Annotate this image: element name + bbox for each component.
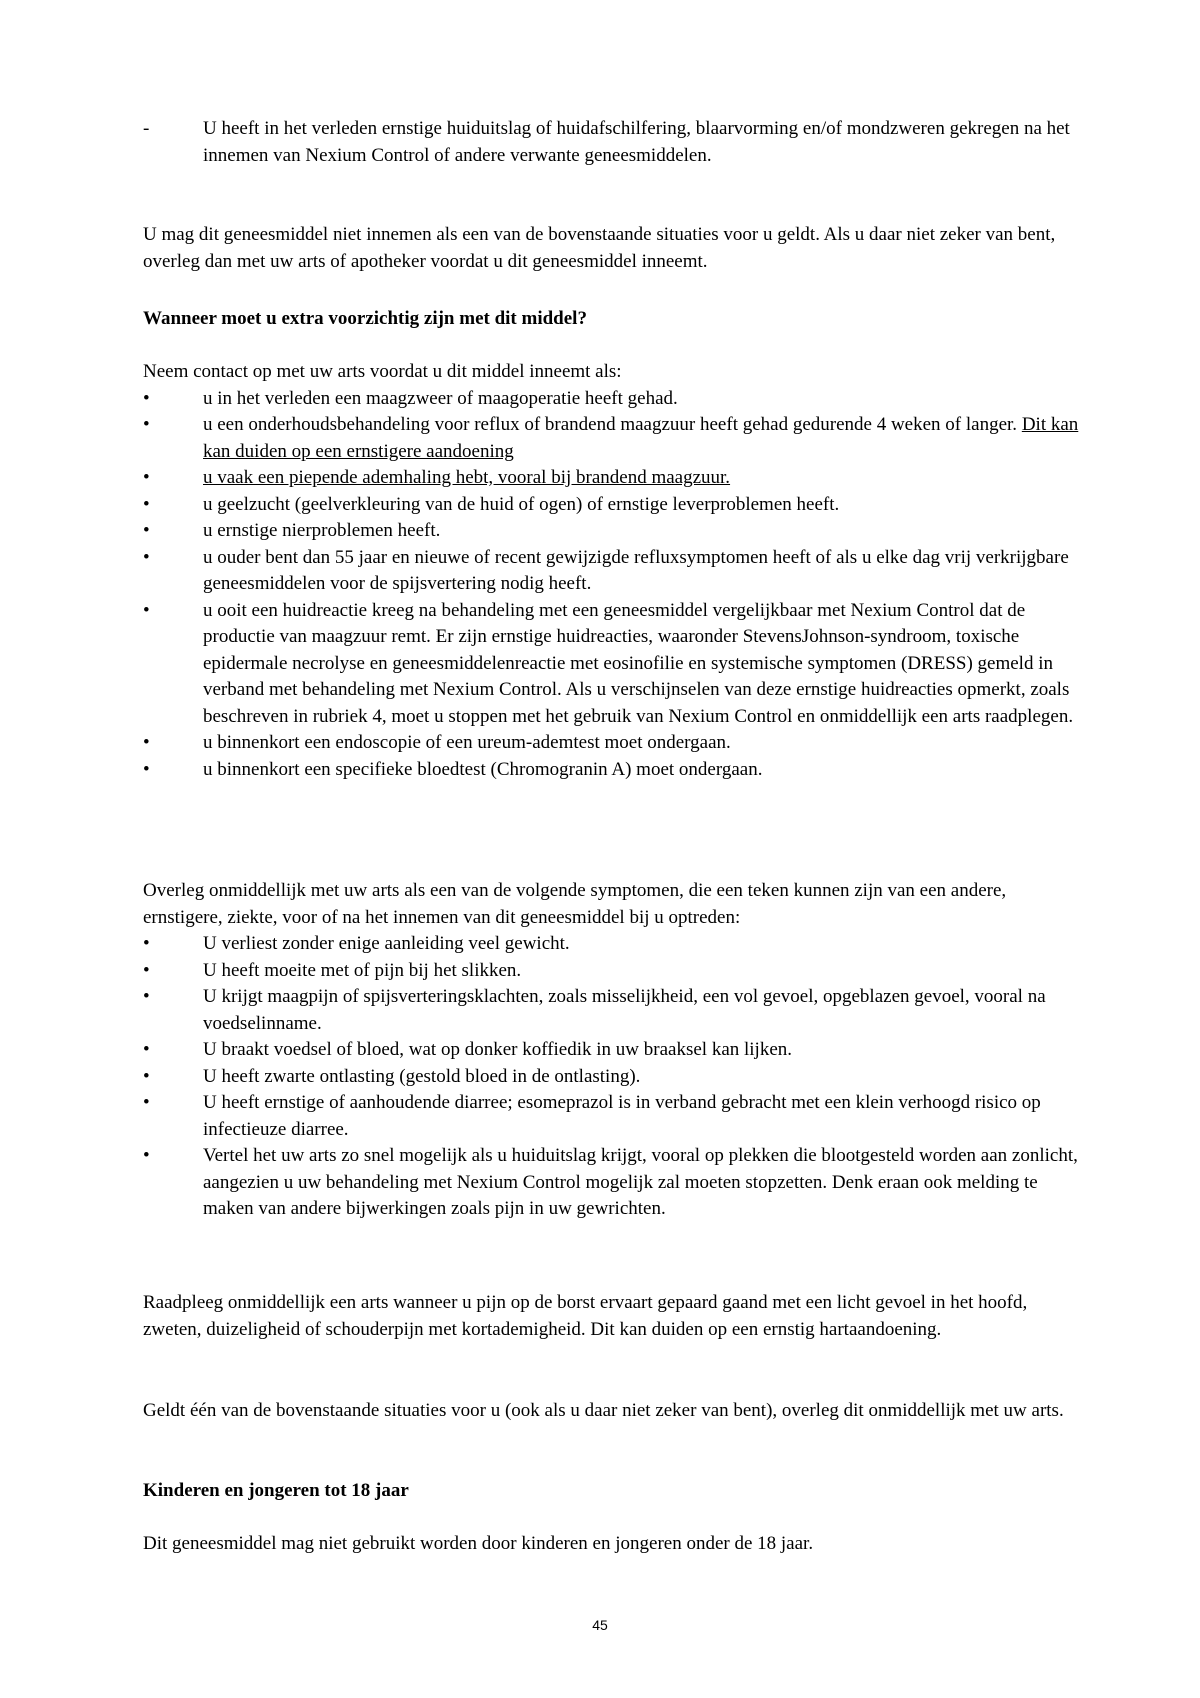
- list-item-text: u in het verleden een maagzweer of maagoperatie heeft gehad.: [203, 387, 678, 409]
- paragraph-not-take: U mag dit geneesmiddel niet innemen als een van de bovenstaande situaties voor u geldt. Als u daar niet zeker van bent, overleg dan met uw arts of apotheker voordat u dit geneesmiddel inneemt.: [143, 224, 1056, 272]
- list-item: [143, 1143, 1083, 1223]
- list-item-text: u vaak een piepende ademhaling hebt, vooral bij brandend maagzuur.: [203, 467, 731, 488]
- bullet-marker: •: [143, 493, 150, 515]
- symptom-section: [143, 878, 1083, 1223]
- list-item-text: U heeft ernstige of aanhoudende diarree; esomeprazol is in verband gebracht met een klein verhoogd risico op infectieuze diarree.: [203, 1092, 1041, 1140]
- bullet-marker: •: [143, 546, 150, 568]
- underlined-text: Dit kan kan duiden op een ernstigere aandoening: [203, 414, 1079, 462]
- bullet-marker: •: [143, 599, 150, 621]
- bullet-marker: •: [143, 467, 150, 488]
- list-item: [143, 116, 1083, 169]
- list-item-text: [203, 412, 1083, 465]
- list-item-text: U heeft zwarte ontlasting (gestold bloed in de ontlasting).: [203, 1065, 641, 1087]
- bullet-marker: •: [143, 414, 150, 435]
- paragraph-consult: Geldt één van de bovenstaande situaties voor u (ook als u daar niet zeker van bent), overleg dit onmiddellijk met uw arts.: [143, 1400, 1064, 1421]
- list-item-text: U verliest zonder enige aanleiding veel gewicht.: [203, 933, 570, 954]
- bullet-marker: •: [143, 959, 150, 981]
- bullet-marker: •: [143, 387, 150, 409]
- bullet-marker: •: [143, 758, 150, 780]
- list-item-text: Vertel het uw arts zo snel mogelijk als u huiduitslag krijgt, vooral op plekken die blootgesteld worden aan zonlicht, aangezien u uw behandeling met Nexium Control mogelijk zal moeten stopzetten. Denk eraan ook melding te maken van andere bijwerkingen zoals pijn in uw gewrichten.: [203, 1145, 1078, 1219]
- list-item-text: u ooit een huidreactie kreeg na behandeling met een geneesmiddel vergelijkbaar met Nexium Control dat de productie van maagzuur remt. Er zijn ernstige huidreacties, waaronder StevensJohnson-syndroom, toxische epidermale necrolyse en geneesmiddelenreactie met eosinofilie en systemische symptomen (DRESS) gemeld in verband met behandeling met Nexium Control. Als u verschijnselen van deze ernstige huidreacties opmerkt, zoals beschreven in rubriek 4, moet u stoppen met het gebruik van Nexium Control en onmiddellijk een arts raadplegen.: [203, 599, 1074, 727]
- list-item-text: u geelzucht (geelverkleuring van de huid of ogen) of ernstige leverproblemen heeft.: [203, 493, 840, 515]
- list-item-text: u binnenkort een specifieke bloedtest (Chromogranin A) moet ondergaan.: [203, 758, 763, 780]
- symptom-intro: Overleg onmiddellijk met uw arts als een van de volgende symptomen, die een teken kunnen zijn van een andere, ernstigere, ziekte, voor of na het innemen van dit geneesmiddel bij u optreden:: [143, 880, 1007, 928]
- bullet-marker: •: [143, 986, 150, 1007]
- list-item: [143, 1090, 1083, 1143]
- list-item: [143, 386, 1083, 413]
- list-item-text: U heeft in het verleden ernstige huiduitslag of huidafschilfering, blaarvorming en/of mondzweren gekregen na het innemen van Nexium Control of andere verwante geneesmiddelen.: [203, 118, 1070, 166]
- bullet-marker: •: [143, 1145, 150, 1166]
- list-item: [143, 492, 1083, 519]
- section-heading-children: Kinderen en jongeren tot 18 jaar: [143, 1480, 409, 1501]
- list-item-text-plain: u een onderhoudsbehandeling voor reflux of brandend maagzuur heeft gehad gedurende 4 weken of langer.: [203, 414, 1022, 435]
- list-item-text: U krijgt maagpijn of spijsverteringsklachten, zoals misselijkheid, een vol gevoel, opgeblazen gevoel, vooral na voedselinname.: [203, 986, 1046, 1034]
- list-item-text: u ouder bent dan 55 jaar en nieuwe of recent gewijzigde refluxsymptomen heeft of als u elke dag vrij verkrijgbare geneesmiddelen voor de spijsvertering nodig heeft.: [203, 546, 1069, 594]
- list-item: [143, 545, 1083, 598]
- list-item: [143, 730, 1083, 757]
- list-item: [143, 1064, 1083, 1091]
- list-item: [143, 465, 1083, 492]
- list-item-text: U heeft moeite met of pijn bij het slikken.: [203, 959, 522, 981]
- list-item: [143, 412, 1083, 465]
- contact-section: [143, 359, 1083, 783]
- list-item: [143, 1037, 1083, 1064]
- contact-intro: Neem contact op met uw arts voordat u dit middel inneemt als:: [143, 361, 622, 382]
- list-item: [143, 757, 1083, 784]
- section-heading-caution: Wanneer moet u extra voorzichtig zijn met dit middel?: [143, 308, 587, 329]
- symptom-list: [143, 931, 1083, 1223]
- dash-marker: -: [143, 118, 150, 139]
- contact-list: [143, 386, 1083, 784]
- paragraph-chest-pain: Raadpleeg onmiddellijk een arts wanneer u pijn op de borst ervaart gepaard gaand met een licht gevoel in het hoofd, zweten, duizeligheid of schouderpijn met kortademigheid. Dit kan duiden op een ernstig hartaandoening.: [143, 1292, 1028, 1340]
- list-item: [143, 958, 1083, 985]
- list-item: [143, 984, 1083, 1037]
- bullet-marker: •: [143, 520, 150, 541]
- list-item: [143, 598, 1083, 731]
- list-item: [143, 931, 1083, 958]
- list-item-text: u ernstige nierproblemen heeft.: [203, 520, 441, 541]
- list-item-text: u binnenkort een endoscopie of een ureum-ademtest moet ondergaan.: [203, 732, 731, 753]
- bullet-marker: •: [143, 1065, 150, 1087]
- bullet-marker: •: [143, 1039, 150, 1060]
- bullet-marker: •: [143, 1092, 150, 1113]
- list-item: [143, 518, 1083, 545]
- list-item-text: U braakt voedsel of bloed, wat op donker koffiedik in uw braaksel kan lijken.: [203, 1039, 793, 1060]
- bullet-marker: •: [143, 933, 150, 954]
- bullet-marker: •: [143, 732, 150, 753]
- page-number: 45: [592, 1617, 608, 1633]
- paragraph-children: Dit geneesmiddel mag niet gebruikt worden door kinderen en jongeren onder de 18 jaar.: [143, 1533, 814, 1554]
- top-list: [143, 116, 1083, 169]
